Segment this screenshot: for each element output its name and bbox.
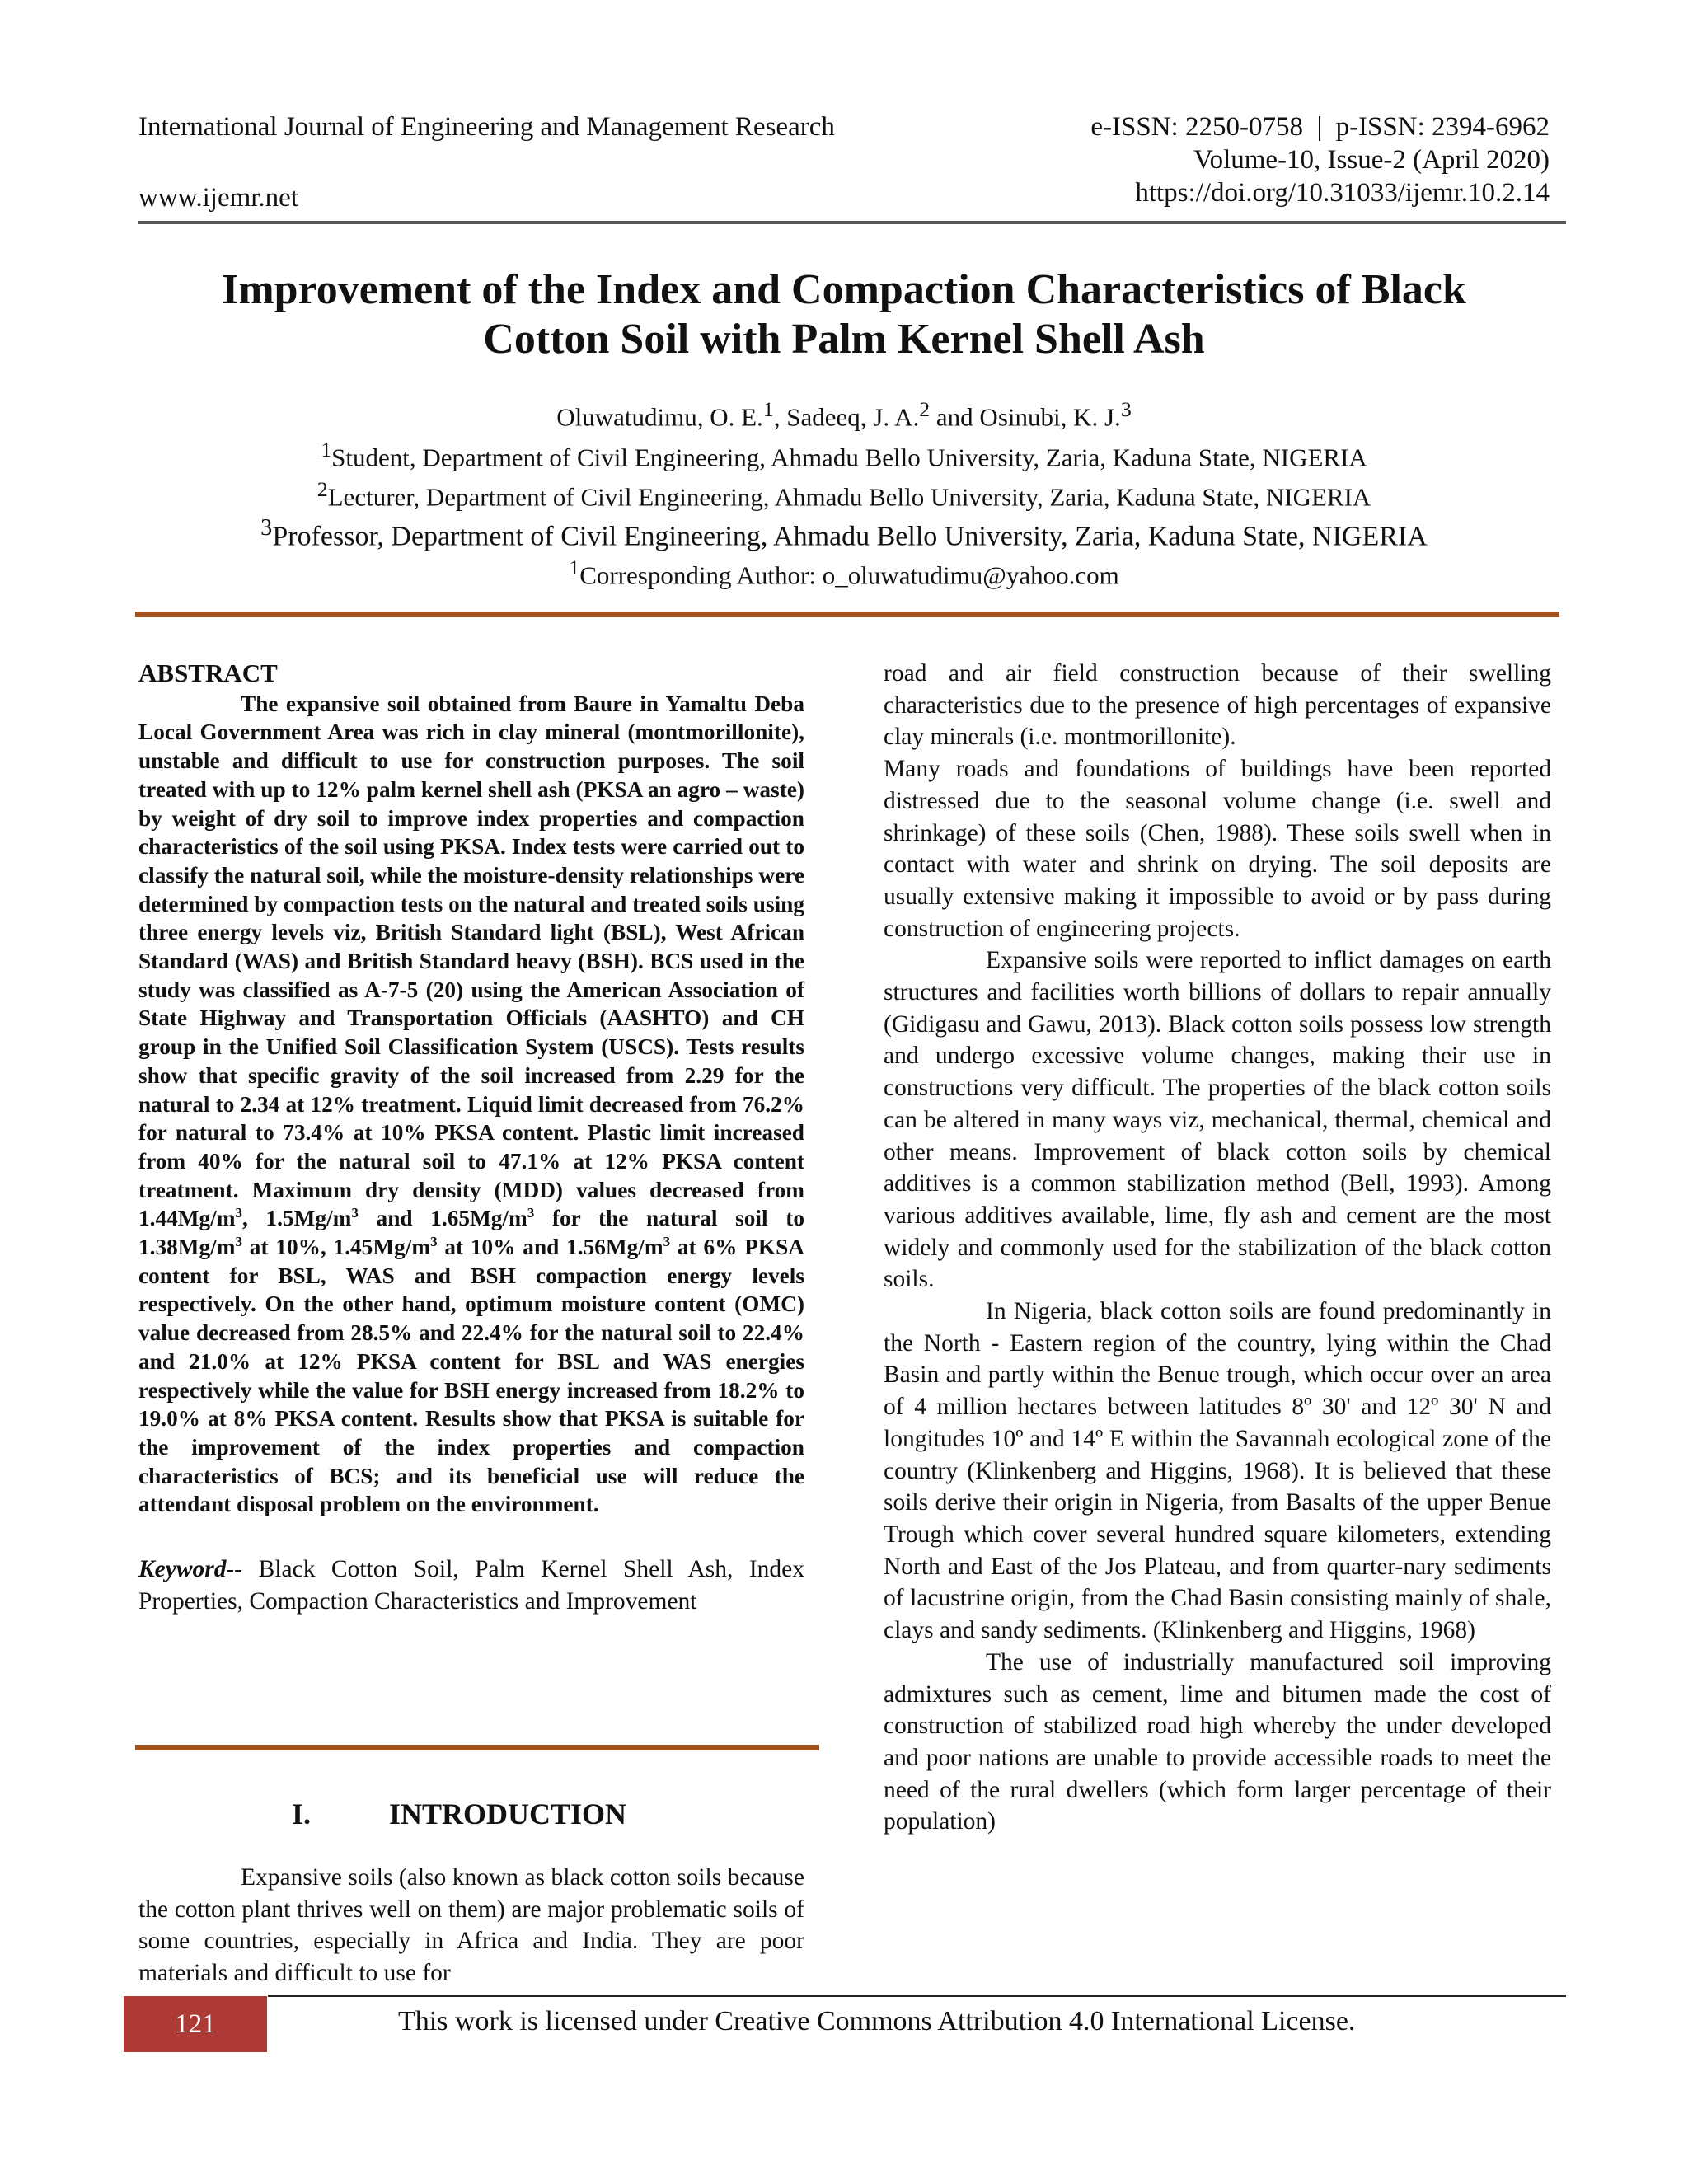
author-block	[138, 394, 1550, 552]
paper-title	[138, 265, 1550, 364]
volume-issue: Volume-10, Issue-2 (April 2020)	[1193, 145, 1550, 175]
footer-divider	[268, 1995, 1566, 1997]
right-paragraph-5: The use of industrially manufactured soil improving admixtures such as cement, lime and bitumen made the cost of construction of stabilized road high whereby the under developed and poor nations are unable to provide accessible roads to meet the need of the rural dwellers (which form larger percentage of their population)	[884, 1648, 1551, 1835]
title-line-2: Cotton Soil with Palm Kernel Shell Ash	[483, 316, 1205, 363]
right-paragraph-3: Expansive soils were reported to inflict damages on earth structures and facilities worth billions of dollars to repair annually (Gidigasu and Gawu, 2013). Black cotton soils possess low strength and undergo excessive volume changes, making their use in constructions very difficult. The properties of the black cotton soils can be altered in many ways viz, mechanical, thermal, chemical and other means. Improvement of black cotton soils by chemical additives is a common stabilization method (Bell, 1993). Among various additives available, lime, fly ash and cement are the most widely and commonly used for the stabilization of the black cotton soils.	[884, 947, 1551, 1293]
page-number: 121	[124, 1996, 267, 2052]
title-line-1: Improvement of the Index and Compaction Characteristics of Black	[222, 266, 1466, 313]
right-column	[884, 658, 1551, 1838]
right-paragraph-4: In Nigeria, black cotton soils are found predominantly in the North - Eastern region of the country, lying within the Chad Basin and partly within the Benue trough, which occur over an area of 4 million hectares between latitudes 8º 30' and 12º 30' N and longitudes 10º and 14º E within the Savannah ecological zone of the country (Klinkenberg and Higgins, 1968). It is believed that these soils derive their origin in Nigeria, from Basalts of the upper Benue Trough which cover several hundred square kilometers, extending North and East of the Jos Plateau, and from quarter-nary sediments of lacustrine origin, from the Chad Basin consisting mainly of shale, clays and sandy sediments. (Klinkenberg and Higgins, 1968)	[884, 1298, 1551, 1644]
keywords	[138, 1554, 804, 1617]
right-paragraph-2: Many roads and foundations of buildings have been reported distressed due to the seasonal volume change (i.e. swell and shrinkage) of these soils (Chen, 1988). These soils swell when in contact with water and shrink on drying. The soil deposits are usually extensive making it impossible to avoid or by pass during construction of engineering projects.	[884, 756, 1551, 942]
introduction-text	[138, 1862, 804, 1990]
affiliation-3: $^3$Professor, Department of Civil Engineering, Ahmadu Bello University, Zaria, Kaduna State, NIGERIA	[260, 514, 1428, 552]
header-divider	[138, 221, 1566, 224]
journal-website: www.ijemr.net	[138, 183, 298, 213]
doi: https://doi.org/10.31033/ijemr.10.2.14	[1135, 178, 1550, 208]
author-3: and Osinubi, K. J.	[930, 402, 1121, 432]
journal-meta	[1090, 110, 1550, 209]
author-2: , Sadeeq, J. A.	[773, 402, 920, 432]
license-notice: This work is licensed under Creative Commons Attribution 4.0 International License.	[398, 2006, 1356, 2036]
section-number: I.	[292, 1797, 312, 1830]
intro-paragraph-1: Expansive soils (also known as black cotton soils because the cotton plant thrives well on them) are major problematic soils of some countries, especially in Africa and India. They are poor materials and difficult to use for	[138, 1864, 804, 1987]
right-paragraph-1: road and air field construction because of their swelling characteristics due to the presence of high percentages of expansive clay minerals (i.e. montmorillonite).	[884, 660, 1551, 751]
affiliation-2: $^2$Lecturer, Department of Civil Engineering, Ahmadu Bello University, Zaria, Kaduna State, NIGERIA	[316, 476, 1372, 511]
section-title: INTRODUCTION	[389, 1797, 627, 1830]
journal-name: International Journal of Engineering and Management Research	[138, 112, 835, 142]
author-list: Oluwatudimu, O. E.$^1$, Sadeeq, J. A.$^2$ and Osinubi, K. J.$^3$	[556, 397, 1132, 432]
title-divider	[135, 612, 1559, 617]
abstract-heading: ABSTRACT	[138, 658, 278, 687]
affiliation-1: $^1$Student, Department of Civil Engineering, Ahmadu Bello University, Zaria, Kaduna State, NIGERIA	[321, 438, 1367, 472]
abstract-text: The expansive soil obtained from Baure in Yamaltu Deba Local Government Area was rich in clay mineral (montmorillonite), unstable and difficult to use for construction purposes. The soil treated with up to 12% palm kernel shell ash (PKSA an agro – waste) by weight of dry soil to improve index properties and compaction characteristics of the soil using PKSA. Index tests were carried out to classify the natural soil, while the moisture-density relationships were determined by compaction tests on the natural and treated soils using three energy levels viz, British Standard light (BSL), West African Standard (WAS) and British Standard heavy (BSH). BCS used in the study was classified as A-7-5 (20) using the American Association of State Highway and Transportation Officials (AASHTO) and CH group in the Unified Soil Classification System (USCS). Tests results show that specific gravity of the soil increased from 2.29 for the natural to 2.34 at 12% treatment. Liquid limit decreased from 76.2% for natural to 73.4% at 10% PKSA content. Plastic limit increased from 40% for the natural soil to 47.1% at 12% PKSA content treatment. Maximum dry density (MDD) values decreased from $1.44Mg/m^3$, $1.5Mg/m^3$ and $1.65Mg/m^3$ for the natural soil to $1.38Mg/m^3$ at 10%, $1.45Mg/m^3$ at 10% and $1.56Mg/m^3$ at 6% PKSA content for BSL, WAS and BSH compaction energy levels respectively. On the other hand, optimum moisture content (OMC) value decreased from 28.5% and 22.4% for the natural soil to 22.4% and 21.0% at 12% PKSA content for BSL and WAS energies respectively while the value for BSH energy increased from 18.2% to 19.0% at 8% PKSA content. Results show that PKSA is suitable for the improvement of the index properties and compaction characteristics of BCS; and its beneficial use will reduce the attendant disposal problem on the environment.	[138, 691, 804, 1517]
keywords-divider	[135, 1745, 819, 1750]
issn: e-ISSN: 2250-0758 | p-ISSN: 2394-6962	[1090, 112, 1550, 142]
keywords-label: Keyword--	[138, 1556, 243, 1583]
author-1: Oluwatudimu, O. E.	[556, 402, 763, 432]
keywords-text: Black Cotton Soil, Palm Kernel Shell Ash, Index Properties, Compaction Characteristics and Improvement	[138, 1556, 804, 1615]
left-column	[138, 658, 804, 1618]
corresponding-author: $^1$Corresponding Author: o_oluwatudimu@yahoo.com	[569, 555, 1119, 590]
